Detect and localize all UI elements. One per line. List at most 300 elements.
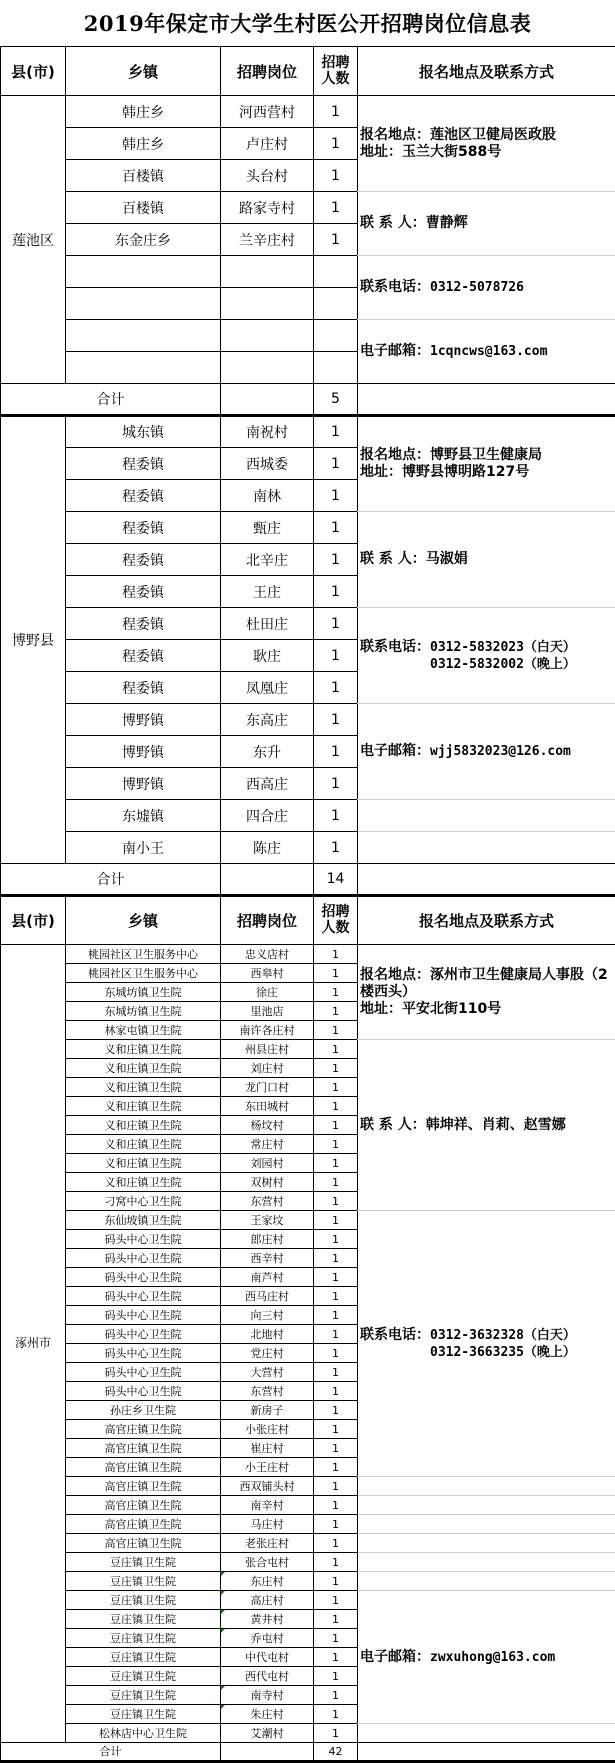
town-cell: 码头中心卫生院 [66,1306,221,1325]
post-cell: 中代屯村 [221,1648,314,1667]
town-cell: 豆庄镇卫生院 [66,1591,221,1610]
town-cell: 高官庄镇卫生院 [66,1420,221,1439]
post-cell [221,288,314,320]
post-cell: 陈庄 [221,832,314,864]
registration-place: 报名地点：莲池区卫健局医政股 [360,127,613,144]
post-cell: 杨坟村 [221,1116,314,1135]
subtotal-label: 合计 [1,864,221,896]
contact-empty [358,800,615,832]
contact-empty [358,1534,615,1553]
table-row [1,512,615,544]
town-cell: 义和庄镇卫生院 [66,1059,221,1078]
town-cell: 义和庄镇卫生院 [66,1173,221,1192]
post-cell: 北辛庄 [221,544,314,576]
col-header-contact: 报名地点及联系方式 [358,47,615,96]
count-cell: 1 [314,1268,358,1287]
post-cell: 东田城村 [221,1097,314,1116]
contact-person-name: 联 系 人：马淑娟 [360,551,613,568]
post-cell: 刘庄村 [221,1059,314,1078]
town-cell: 义和庄镇卫生院 [66,1078,221,1097]
count-cell [314,288,358,320]
count-cell: 1 [314,1458,358,1477]
table-row [1,608,615,640]
town-cell: 林家屯镇卫生院 [66,1021,221,1040]
count-cell: 1 [314,544,358,576]
count-cell: 1 [314,1078,358,1097]
count-cell: 1 [314,1211,358,1230]
post-cell: 东升 [221,736,314,768]
recruitment-table-part2 [0,895,615,1763]
post-cell: 东营村 [221,1382,314,1401]
post-cell: 艾潮村 [221,1724,314,1743]
subtotal-count: 14 [314,864,358,896]
count-cell: 1 [314,1420,358,1439]
town-cell: 义和庄镇卫生院 [66,1040,221,1059]
table-row [1,1515,615,1534]
count-cell: 1 [314,1534,358,1553]
town-cell: 百楼镇 [66,192,221,224]
phone-night: 0312-5832002（晚上） [430,657,576,672]
county-cell: 涿州市 [1,945,66,1743]
post-cell: 甄庄 [221,512,314,544]
post-cell: 张合屯村 [221,1553,314,1572]
count-cell: 1 [314,1287,358,1306]
count-cell: 1 [314,96,358,128]
post-cell: 西双铺头村 [221,1477,314,1496]
address: 地址：平安北街110号 [360,1001,613,1018]
email-line [360,1649,613,1666]
col-header-county: 县(市) [1,47,66,96]
post-cell: 双树村 [221,1173,314,1192]
col-header-count [314,896,358,945]
table-row [1,1591,615,1610]
post-cell: 党庄村 [221,1344,314,1363]
subtotal-count: 42 [314,1743,358,1762]
count-cell: 1 [314,1154,358,1173]
county-cell: 莲池区 [1,96,66,384]
town-cell: 松林店中心卫生院 [66,1724,221,1743]
town-cell: 程委镇 [66,544,221,576]
post-cell: 耿庄 [221,640,314,672]
contact-person [358,192,615,256]
town-cell: 豆庄镇卫生院 [66,1648,221,1667]
table-row [1,1496,615,1515]
post-cell: 头台村 [221,160,314,192]
count-cell: 1 [314,448,358,480]
town-cell: 程委镇 [66,640,221,672]
contact-email [358,320,615,384]
post-cell: 南许各庄村 [221,1021,314,1040]
post-cell: 乔屯村 [221,1629,314,1648]
subtotal-row [1,384,615,416]
town-cell: 桃园社区卫生服务中心 [66,964,221,983]
town-cell: 码头中心卫生院 [66,1249,221,1268]
contact-empty [358,832,615,864]
subtotal-contact-empty [358,864,615,896]
count-cell: 1 [314,480,358,512]
town-cell [66,288,221,320]
subtotal-label: 合计 [1,384,221,416]
post-cell: 大营村 [221,1363,314,1382]
header-row [1,896,615,945]
count-cell: 1 [314,1002,358,1021]
email-label: 电子邮箱： [360,343,430,359]
count-header-line2: 人数 [322,71,350,87]
town-cell: 城东镇 [66,416,221,448]
count-cell: 1 [314,224,358,256]
post-cell: 南芦村 [221,1268,314,1287]
town-cell: 博野镇 [66,704,221,736]
count-cell: 1 [314,192,358,224]
count-header-line2: 人数 [322,920,350,936]
post-cell: 西马庄村 [221,1287,314,1306]
town-cell: 码头中心卫生院 [66,1344,221,1363]
post-cell: 卢庄村 [221,128,314,160]
contact-place [358,945,615,1040]
contact-empty [358,1572,615,1591]
post-cell [221,256,314,288]
count-cell [314,256,358,288]
table-row [1,1572,615,1591]
phone-day-line [360,1327,613,1344]
count-cell: 1 [314,1648,358,1667]
count-cell: 1 [314,1667,358,1686]
town-cell: 豆庄镇卫生院 [66,1572,221,1591]
count-cell: 1 [314,964,358,983]
town-cell: 东仙坡镇卫生院 [66,1211,221,1230]
post-cell: 忠义店村 [221,945,314,964]
post-cell: 西皋村 [221,964,314,983]
contact-person [358,1040,615,1211]
table-row [1,192,615,224]
town-cell: 高官庄镇卫生院 [66,1477,221,1496]
table-row [1,800,615,832]
post-cell: 小王庄村 [221,1458,314,1477]
town-cell: 码头中心卫生院 [66,1363,221,1382]
contact-place [358,96,615,192]
phone-night: 0312-3663235（晚上） [430,1345,576,1360]
recruitment-table-part1 [0,46,615,897]
count-header-line1: 招聘 [322,55,350,71]
count-cell: 1 [314,1629,358,1648]
count-cell: 1 [314,1097,358,1116]
post-cell: 小张庄村 [221,1420,314,1439]
town-cell: 高官庄镇卫生院 [66,1534,221,1553]
email-label: 电子邮箱： [360,1649,430,1665]
post-cell: 兰辛庄村 [221,224,314,256]
count-cell: 1 [314,1515,358,1534]
town-cell: 程委镇 [66,576,221,608]
subtotal-contact-empty [358,1743,615,1762]
table-row [1,256,615,288]
post-cell: 龙门口村 [221,1078,314,1097]
town-cell: 高官庄镇卫生院 [66,1458,221,1477]
post-cell: 王家坟 [221,1211,314,1230]
subtotal-contact-empty [358,384,615,416]
post-cell: 州县庄村 [221,1040,314,1059]
count-cell: 1 [314,1135,358,1154]
col-header-town: 乡镇 [66,47,221,96]
address: 地址：博野县博明路127号 [360,464,613,481]
count-cell: 1 [314,1724,358,1743]
count-cell: 1 [314,736,358,768]
town-cell: 码头中心卫生院 [66,1382,221,1401]
count-cell: 1 [314,1363,358,1382]
count-cell: 1 [314,1439,358,1458]
town-cell: 豆庄镇卫生院 [66,1610,221,1629]
town-cell: 高官庄镇卫生院 [66,1496,221,1515]
town-cell: 豆庄镇卫生院 [66,1705,221,1724]
count-cell: 1 [314,1249,358,1268]
post-cell: 东高庄 [221,704,314,736]
town-cell: 豆庄镇卫生院 [66,1553,221,1572]
town-cell: 程委镇 [66,448,221,480]
contact-phone [358,608,615,704]
table-row [1,1211,615,1230]
town-cell: 刁窝中心卫生院 [66,1192,221,1211]
count-cell: 1 [314,640,358,672]
subtotal-row [1,1743,615,1762]
count-cell: 1 [314,576,358,608]
post-cell: 西城委 [221,448,314,480]
count-cell: 1 [314,608,358,640]
count-cell: 1 [314,672,358,704]
phone-line [360,279,613,296]
table-row [1,1553,615,1572]
count-cell: 1 [314,1021,358,1040]
post-cell: 南寺村 [221,1686,314,1705]
town-cell: 高官庄镇卫生院 [66,1515,221,1534]
count-cell: 1 [314,1116,358,1135]
table-row [1,1040,615,1059]
contact-phone [358,1211,615,1477]
phone-day: 0312-3632328（白天） [430,1328,576,1343]
count-cell: 1 [314,1572,358,1591]
count-cell [314,352,358,384]
phone-label: 联系电话： [360,639,430,655]
town-cell: 南小王 [66,832,221,864]
contact-empty [358,1553,615,1572]
count-cell: 1 [314,128,358,160]
count-cell: 1 [314,1553,358,1572]
count-cell: 1 [314,1401,358,1420]
count-cell: 1 [314,983,358,1002]
count-cell: 1 [314,1230,358,1249]
town-cell: 码头中心卫生院 [66,1268,221,1287]
town-cell: 程委镇 [66,608,221,640]
table-row [1,945,615,964]
email-label: 电子邮箱： [360,743,430,759]
town-cell: 程委镇 [66,672,221,704]
subtotal-count: 5 [314,384,358,416]
count-cell: 1 [314,1344,358,1363]
post-cell: 王庄 [221,576,314,608]
contact-email [358,704,615,800]
post-cell: 常庄村 [221,1135,314,1154]
town-cell [66,320,221,352]
count-cell: 1 [314,768,358,800]
post-cell: 路家寺村 [221,192,314,224]
post-cell: 向三村 [221,1306,314,1325]
post-cell: 南祝村 [221,416,314,448]
count-cell: 1 [314,1306,358,1325]
col-header-post: 招聘岗位 [221,47,314,96]
count-cell: 1 [314,1477,358,1496]
post-cell [221,320,314,352]
town-cell: 义和庄镇卫生院 [66,1135,221,1154]
post-cell: 马庄村 [221,1515,314,1534]
town-cell: 博野镇 [66,736,221,768]
town-cell: 义和庄镇卫生院 [66,1097,221,1116]
contact-person [358,512,615,608]
town-cell: 程委镇 [66,512,221,544]
count-cell [314,320,358,352]
registration-place: 报名地点：涿州市卫生健康局人事股（2楼西头） [360,967,613,1001]
post-cell: 郎庄村 [221,1230,314,1249]
town-cell: 东墟镇 [66,800,221,832]
phone-night-line [360,1344,613,1361]
subtotal-post-empty [221,1743,314,1762]
post-cell: 西辛村 [221,1249,314,1268]
count-cell: 1 [314,704,358,736]
post-cell: 南林 [221,480,314,512]
contact-empty [358,1724,615,1743]
county-cell: 博野县 [1,416,66,864]
count-cell: 1 [314,1192,358,1211]
email-address: wjj5832023@126.com [430,744,571,759]
post-cell: 东营村 [221,1192,314,1211]
town-cell: 义和庄镇卫生院 [66,1116,221,1135]
subtotal-post-empty [221,864,314,896]
phone-number: 0312-5078726 [430,280,524,295]
post-cell: 四合庄 [221,800,314,832]
town-cell: 码头中心卫生院 [66,1325,221,1344]
contact-person-name: 联 系 人：韩坤祥、肖莉、赵雪娜 [360,1117,613,1134]
post-cell [221,352,314,384]
town-cell: 孙庄乡卫生院 [66,1401,221,1420]
town-cell [66,352,221,384]
post-cell: 北地村 [221,1325,314,1344]
col-header-town: 乡镇 [66,896,221,945]
town-cell: 程委镇 [66,480,221,512]
count-cell: 1 [314,1040,358,1059]
post-cell: 西代屯村 [221,1667,314,1686]
count-header-line1: 招聘 [322,904,350,920]
town-cell: 码头中心卫生院 [66,1230,221,1249]
col-header-post: 招聘岗位 [221,896,314,945]
post-cell: 凤凰庄 [221,672,314,704]
contact-empty [358,1515,615,1534]
count-cell: 1 [314,832,358,864]
town-cell: 韩庄乡 [66,128,221,160]
email-line [360,343,613,360]
post-cell: 南辛村 [221,1496,314,1515]
count-cell: 1 [314,1325,358,1344]
table-row [1,1477,615,1496]
address: 地址：玉兰大街588号 [360,144,613,161]
post-cell: 杜田庄 [221,608,314,640]
col-header-count [314,47,358,96]
count-cell: 1 [314,1610,358,1629]
count-cell: 1 [314,1705,358,1724]
town-cell: 高官庄镇卫生院 [66,1439,221,1458]
town-cell: 博野镇 [66,768,221,800]
count-cell: 1 [314,1686,358,1705]
table-row [1,1534,615,1553]
subtotal-label: 合计 [1,1743,221,1762]
post-cell: 徐庄 [221,983,314,1002]
count-cell: 1 [314,1173,358,1192]
post-cell: 朱庄村 [221,1705,314,1724]
post-cell: 新房子 [221,1401,314,1420]
count-cell: 1 [314,1382,358,1401]
town-cell: 豆庄镇卫生院 [66,1686,221,1705]
email-line [360,743,613,760]
town-cell [66,256,221,288]
post-cell: 东庄村 [221,1572,314,1591]
phone-label: 联系电话： [360,279,430,295]
subtotal-post-empty [221,384,314,416]
town-cell: 东金庄乡 [66,224,221,256]
town-cell: 韩庄乡 [66,96,221,128]
post-cell: 老张庄村 [221,1534,314,1553]
post-cell: 西高庄 [221,768,314,800]
town-cell: 码头中心卫生院 [66,1287,221,1306]
town-cell: 东城坊镇卫生院 [66,1002,221,1021]
table-row [1,832,615,864]
town-cell: 百楼镇 [66,160,221,192]
phone-day: 0312-5832023（白天） [430,640,576,655]
count-cell: 1 [314,1059,358,1078]
post-cell: 刘园村 [221,1154,314,1173]
count-cell: 1 [314,1496,358,1515]
count-cell: 1 [314,800,358,832]
contact-empty [358,1496,615,1515]
contact-email [358,1591,615,1724]
town-cell: 义和庄镇卫生院 [66,1154,221,1173]
table-row [1,96,615,128]
phone-label: 联系电话： [360,1327,430,1343]
count-cell: 1 [314,512,358,544]
count-cell: 1 [314,945,358,964]
town-cell: 桃园社区卫生服务中心 [66,945,221,964]
page-title: 2019年保定市大学生村医公开招聘岗位信息表 [0,0,615,46]
contact-phone [358,256,615,320]
phone-night-line [360,656,613,673]
header-row [1,47,615,96]
col-header-county: 县(市) [1,896,66,945]
table-row [1,1724,615,1743]
contact-place [358,416,615,512]
post-cell: 崔庄村 [221,1439,314,1458]
post-cell: 黄井村 [221,1610,314,1629]
contact-empty [358,1477,615,1496]
table-row [1,416,615,448]
email-address: 1cqncws@163.com [430,344,547,359]
count-cell: 1 [314,1591,358,1610]
table-row [1,704,615,736]
count-cell: 1 [314,416,358,448]
town-cell: 豆庄镇卫生院 [66,1629,221,1648]
count-cell: 1 [314,160,358,192]
phone-day-line [360,639,613,656]
registration-place: 报名地点：博野县卫生健康局 [360,447,613,464]
col-header-contact: 报名地点及联系方式 [358,896,615,945]
contact-person-name: 联 系 人：曹静辉 [360,215,613,232]
email-address: zwxuhong@163.com [430,1650,555,1665]
town-cell: 豆庄镇卫生院 [66,1667,221,1686]
post-cell: 高庄村 [221,1591,314,1610]
